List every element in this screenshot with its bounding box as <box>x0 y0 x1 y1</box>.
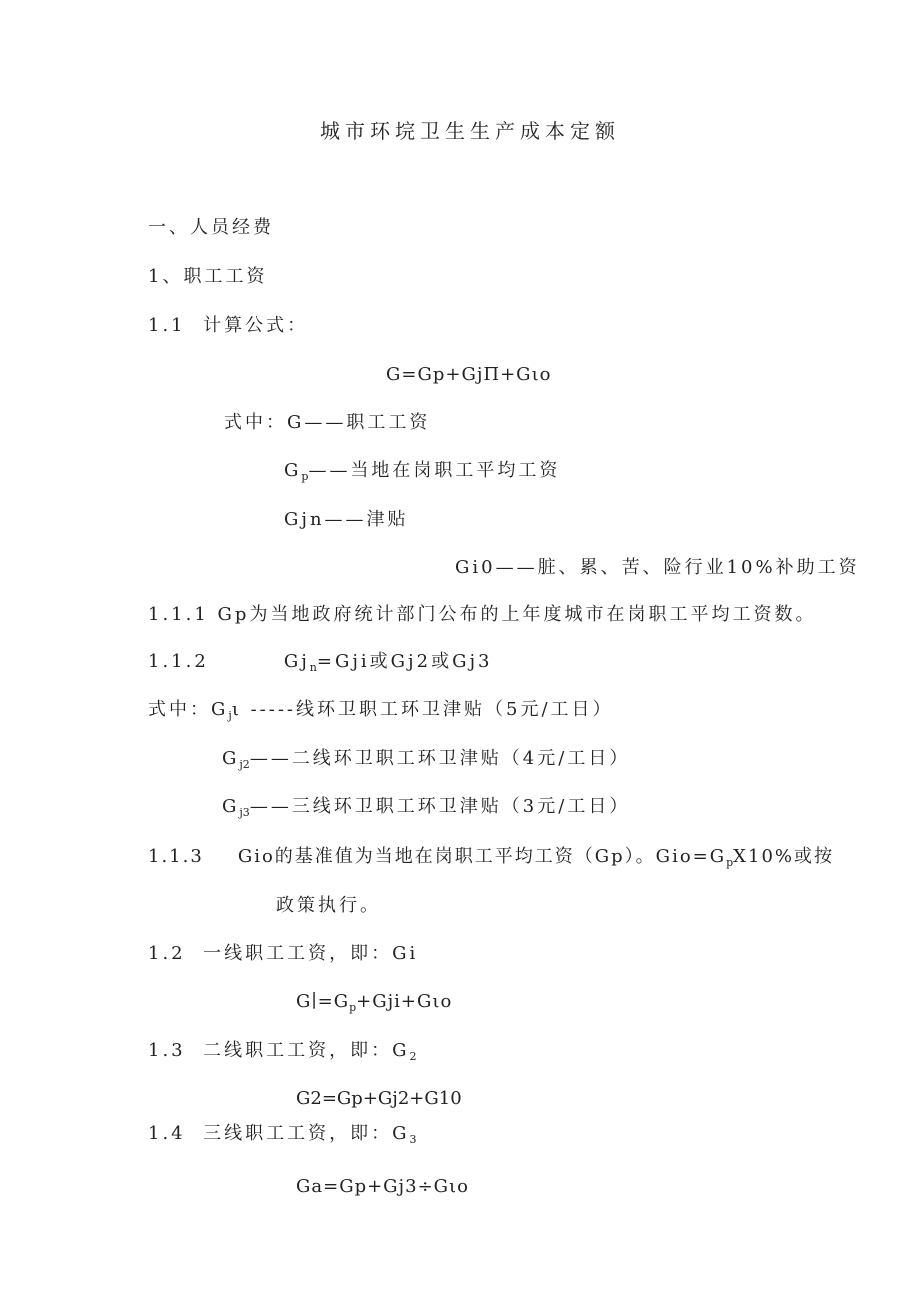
item-1-4 <box>148 1122 416 1146</box>
item-number: 1.2 <box>148 943 186 964</box>
item-text: X10%或按 <box>733 846 834 867</box>
item-number: 1.3 <box>148 1040 186 1061</box>
formula-part: +Gji+Gιo <box>356 991 453 1012</box>
item-1-1-1 <box>148 603 816 627</box>
item-1-1-2 <box>148 650 493 674</box>
definition-gj2 <box>222 747 630 771</box>
where-label: 式中： <box>148 699 211 720</box>
definition-text: ——当地在岗职工平均工资 <box>308 460 561 481</box>
subscript: 3 <box>409 1133 417 1146</box>
item-text: =Gji或Gj2或Gj3 <box>316 651 493 672</box>
definition-text: ——三线环卫职工环卫津贴（3元/工日） <box>249 796 631 817</box>
item-text: 三线职工工资，即：G <box>203 1123 410 1144</box>
subscript: n <box>309 661 317 674</box>
formula-1-2 <box>296 990 452 1014</box>
formula-main: G=Gp+GjΠ+Gιo <box>386 364 552 385</box>
definition-gi0: Gi0——脏、累、苦、险行业10%补助工资 <box>455 557 860 578</box>
item-number: 1.1 <box>148 315 186 336</box>
document-title: 城市环垸卫生生产成本定额 <box>320 119 620 143</box>
item-text: 计算公式： <box>203 315 309 336</box>
formula-1-4: Ga=Gp+Gj3÷Gιo <box>296 1176 469 1197</box>
item-1-1 <box>148 314 308 338</box>
definition-g <box>224 411 430 435</box>
symbol: Gj <box>283 651 310 672</box>
definition-text: G——职工工资 <box>287 412 431 433</box>
definition-text: ι -----线环卫职工环卫津贴（5元/工日） <box>231 699 614 720</box>
item-1-1-3 <box>148 845 834 869</box>
formula-part: G∣=G <box>296 991 350 1012</box>
item-number: 1.4 <box>148 1123 186 1144</box>
definition-gjn: Gjn——津贴 <box>284 509 409 530</box>
symbol: G <box>211 699 229 720</box>
item-1-3 <box>148 1039 416 1063</box>
section-heading: 一、人员经费 <box>148 217 274 238</box>
subscript: p <box>301 470 309 483</box>
subscript: j2 <box>239 758 250 771</box>
subscript: p <box>726 856 734 869</box>
item-text: Gp为当地政府统计部门公布的上年度城市在岗职工平均工资数。 <box>217 604 817 625</box>
item-number: 1.1.2 <box>148 651 209 672</box>
symbol: G <box>222 796 240 817</box>
subscript: p <box>349 1001 357 1014</box>
where-label: 式中： <box>224 412 287 433</box>
definition-gj3 <box>222 795 630 819</box>
formula-1-3: G2=Gp+Gj2+G10 <box>296 1088 462 1109</box>
subscript: j <box>228 709 232 722</box>
item-number: 1.1.3 <box>148 846 204 867</box>
item-text: 二线职工工资，即：G <box>203 1040 410 1061</box>
definition-gp <box>284 459 560 483</box>
definition-gj1 <box>148 698 614 722</box>
item-text: Gio的基准值为当地在岗职工平均工资（Gp）。Gio=G <box>237 846 727 867</box>
subsection-heading: 1、职工工资 <box>148 266 268 287</box>
item-number: 1.1.1 <box>148 604 209 625</box>
symbol: G <box>222 748 240 769</box>
subscript: j3 <box>239 806 250 819</box>
definition-text: ——二线环卫职工环卫津贴（4元/工日） <box>249 748 631 769</box>
item-1-1-3-continued: 政策执行。 <box>276 895 381 916</box>
symbol: G <box>284 460 302 481</box>
item-text: 一线职工工资，即：Gi <box>203 943 419 964</box>
subscript: 2 <box>409 1050 417 1063</box>
item-1-2 <box>148 942 418 966</box>
